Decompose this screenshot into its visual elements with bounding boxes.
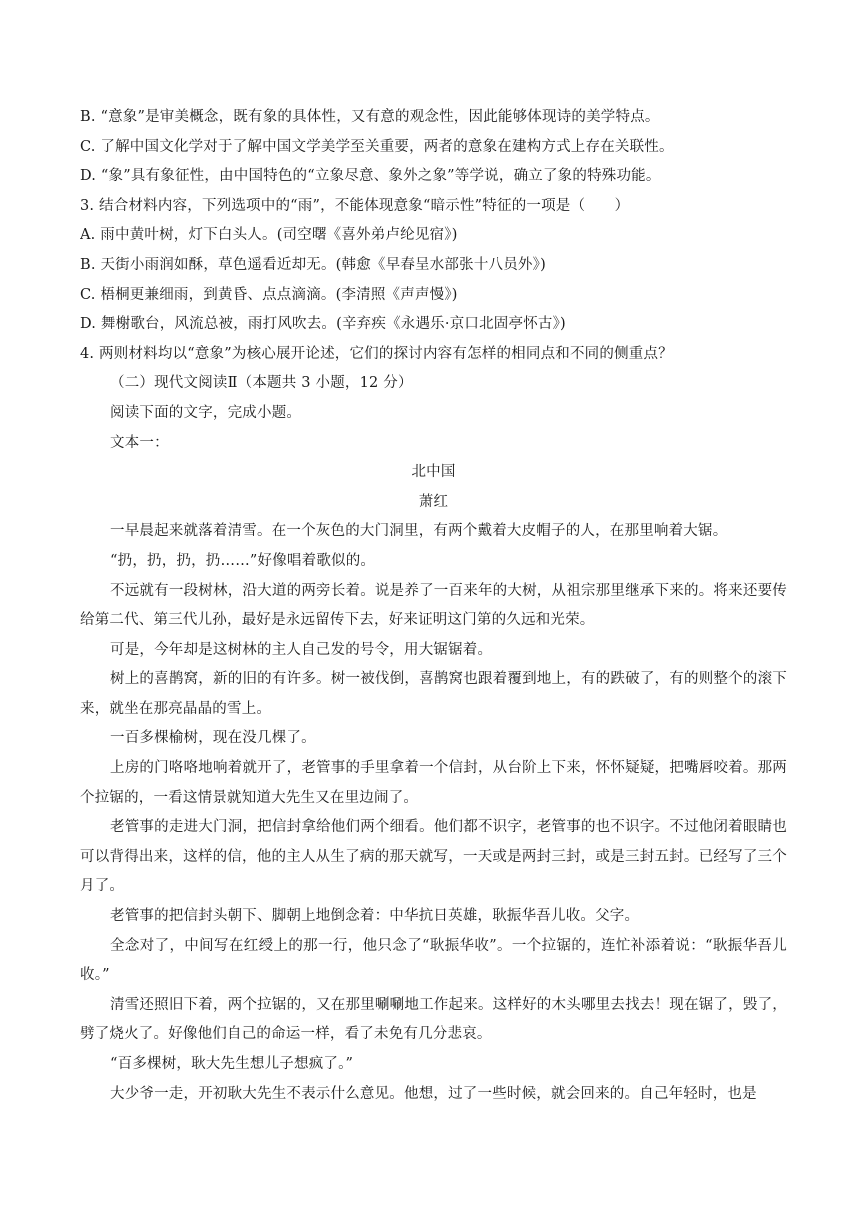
- story-paragraph: 可是，今年却是这树林的主人自己发的号令，用大锯锯着。: [110, 641, 493, 658]
- question-3-option-d: D. 舞榭歌台，风流总被，雨打风吹去。(辛弃疾《永遇乐·京口北固亭怀古》): [80, 316, 566, 333]
- page-content: [80, 103, 787, 1109]
- question-3-stem: 3. 结合材料内容，下列选项中的“雨”，不能体现意象“暗示性”特征的一项是（ ）: [80, 197, 630, 214]
- story-paragraph: 一百多棵榆树，现在没几棵了。: [110, 730, 316, 747]
- story-paragraph: 树上的喜鹊窝，新的旧的有许多。树一被伐倒，喜鹊窝也跟着覆到地上，有的跌破了，有的则整个的滚下来，就坐在那亮晶晶的雪上。: [80, 671, 787, 717]
- story-paragraph: “百多棵树，耿大先生想儿子想疯了。”: [110, 1056, 354, 1072]
- story-paragraph: “扔，扔，扔，扔……”好像唱着歌似的。: [110, 552, 376, 569]
- story-paragraph: 不远就有一段树林，沿大道的两旁长着。说是养了一百来年的大树，从祖宗那里继承下来的。将来还要传给第二代、第三代儿孙，最好是永远留传下去，好来证明这门第的久远和光荣。: [80, 582, 787, 629]
- story-paragraph: 大少爷一走，开初耿大先生不表示什么意见。他想，过了一些时候，就会回来的。自己年轻时，也是: [110, 1085, 757, 1102]
- story-title: 北中国: [411, 464, 456, 481]
- story-paragraph: 老管事的把信封头朝下、脚朝上地倒念着：中华抗日英雄，耿振华吾儿收。父字。: [110, 908, 640, 925]
- story-paragraph: 全念对了，中间写在红绶上的那一行，他只念了“耿振华收”。一个拉锯的，连忙补添着说：“耿振华吾儿收。”: [80, 937, 787, 984]
- section-heading: （二）现代文阅读Ⅱ（本题共 3 小题，12 分）: [110, 375, 413, 392]
- story-paragraph: 上房的门咯咯地响着就开了，老管事的手里拿着一个信封，从台阶上下来，怀怀疑疑，把嘴唇咬着。那两个拉锯的，一看这情景就知道大先生又在里边闹了。: [80, 760, 787, 806]
- option-c-q2: C. 了解中国文化学对于了解中国文学美学至关重要，两者的意象在建构方式上存在关联性。: [80, 138, 674, 155]
- story-paragraph: 老管事的走进大门洞，把信封拿给他们两个细看。他们都不识字，老管事的也不识字。不过他闭着眼睛也可以背得出来，这样的信，他的主人从生了病的那天就写，一天或是两封三封，或是三封五封。已经写了三个月了。: [80, 819, 787, 895]
- question-3-option-a: A. 雨中黄叶树，灯下白头人。(司空曙《喜外弟卢纶见宿》): [80, 227, 458, 244]
- question-4: 4. 两则材料均以“意象”为核心展开论述，它们的探讨内容有怎样的相同点和不同的侧重点？: [80, 345, 673, 362]
- question-3-option-c: C. 梧桐更兼细雨，到黄昏、点点滴滴。(李清照《声声慢》): [80, 286, 458, 303]
- story-paragraph: 清雪还照旧下着，两个拉锯的，又在那里唰唰地工作起来。这样好的木头哪里去找去！现在锯了，毁了，劈了烧火了。好像他们自己的命运一样，看了未免有几分悲哀。: [80, 996, 787, 1043]
- option-d-q2: D. “象”具有象征性，由中国特色的“立象尽意、象外之象”等学说，确立了象的特殊功能。: [80, 168, 661, 185]
- option-b-q2: B. “意象”是审美概念，既有象的具体性，又有意的观念性，因此能够体现诗的美学特点。: [80, 109, 660, 125]
- question-3-option-b: B. 天街小雨润如酥，草色遥看近却无。(韩愈《早春呈水部张十八员外》): [80, 256, 546, 273]
- text-label: 文本一：: [110, 434, 169, 451]
- story-author: 萧红: [418, 493, 449, 510]
- instruction: 阅读下面的文字，完成小题。: [110, 404, 302, 421]
- story-paragraph: 一早晨起来就落着清雪。在一个灰色的大门洞里，有两个戴着大皮帽子的人，在那里响着大锯。: [110, 523, 728, 540]
